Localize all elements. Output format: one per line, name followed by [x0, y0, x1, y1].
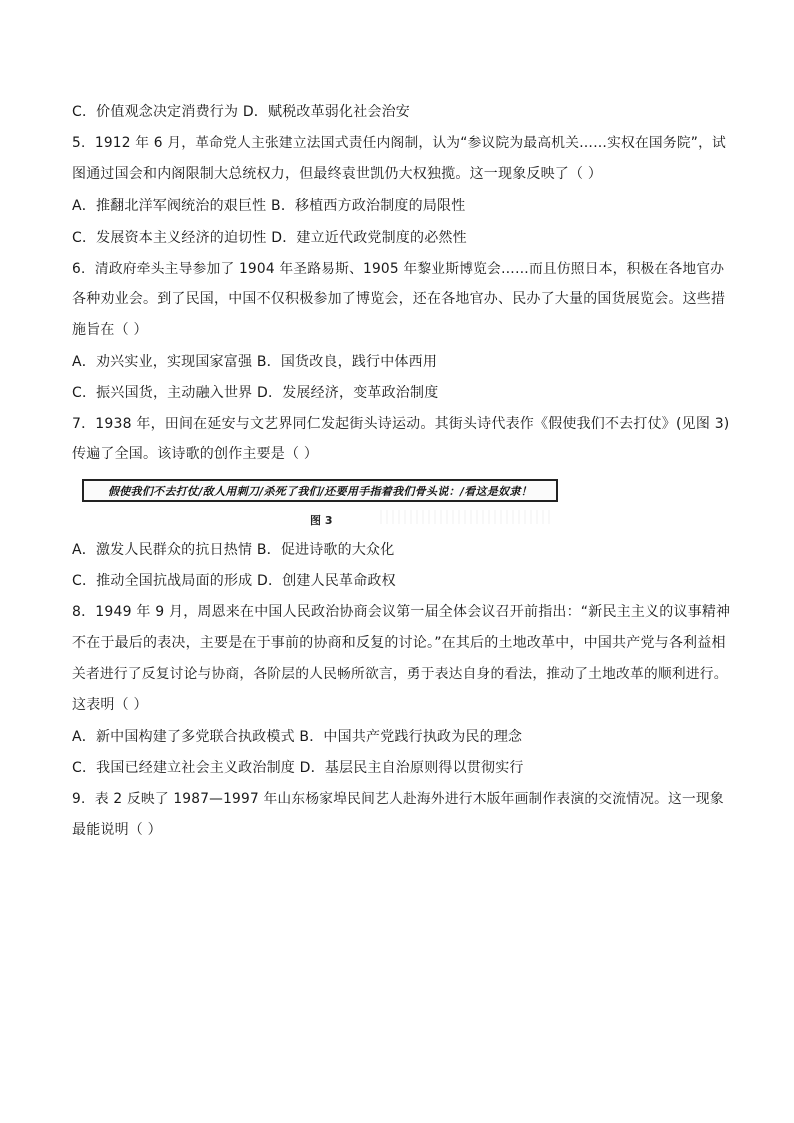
q6-options-ab: A．劝兴实业，实现国家富强 B．国货改良，践行中体西用 [72, 354, 438, 370]
q6-stem-line-3: 施旨在（ ） [72, 322, 148, 338]
q8-options-ab: A．新中国构建了多党联合执政模式 B．中国共产党践行执政为民的理念 [72, 729, 523, 745]
q8-stem-line-1: 8．1949 年 9 月，周恩来在中国人民政治协商会议第一届全体会议召开前指出：“新民主主义的议事精神 [72, 604, 731, 620]
figure-3-poem-image [82, 479, 558, 502]
q8-options-cd: C．我国已经建立社会主义政治制度 D．基层民主自治原则得以贯彻实行 [72, 760, 524, 776]
figure-3-caption: 图 3 [310, 514, 333, 527]
q8-stem-line-3: 关者进行了反复讨论与协商，各阶层的人民畅所欲言，勇于表达自身的看法，推动了土地改革的顺利进行。 [72, 666, 728, 682]
q7-options-cd: C．推动全国抗战局面的形成 D．创建人民革命政权 [72, 573, 396, 589]
q6-stem-line-1: 6．清政府牵头主导参加了 1904 年圣路易斯、1905 年黎业斯博览会……而且仿照日本，积极在各地官办 [72, 261, 725, 277]
scan-noise [380, 510, 550, 524]
q7-stem-line-2: 传遍了全国。该诗歌的创作主要是（ ） [72, 446, 319, 462]
q9-stem-line-2: 最能说明（ ） [72, 822, 162, 838]
q8-stem-line-2: 不在于最后的表决，主要是在于事前的协商和反复的讨论。”在其后的土地改革中，中国共产党与各利益相 [72, 635, 726, 651]
q5-options-cd: C．发展资本主义经济的迫切性 D．建立近代政党制度的必然性 [72, 230, 467, 246]
q7-stem-line-1: 7．1938 年，田间在延安与文艺界同仁发起街头诗运动。其街头诗代表作《假使我们不去打仗》(见图 3) [72, 416, 730, 432]
q9-stem-line-1: 9．表 2 反映了 1987—1997 年山东杨家埠民间艺人赴海外进行木版年画制作表演的交流情况。这一现象 [72, 791, 724, 807]
q5-options-ab: A．推翻北洋军阀统治的艰巨性 B．移植西方政治制度的局限性 [72, 198, 466, 214]
q5-stem-line-1: 5．1912 年 6 月，革命党人主张建立法国式责任内阁制，认为“参议院为最高机关……实权在国务院”，试 [72, 135, 727, 151]
q4-options-cd: C．价值观念决定消费行为 D．赋税改革弱化社会治安 [72, 104, 411, 120]
figure-3-poem-text: 假使我们不去打仗/敌人用刺刀/杀死了我们/还要用手指着我们骨头说：/看这是奴隶！ [107, 484, 533, 498]
q6-options-cd: C．振兴国货，主动融入世界 D．发展经济，变革政治制度 [72, 385, 439, 401]
q8-stem-line-4: 这表明（ ） [72, 697, 148, 713]
q5-stem-line-2: 图通过国会和内阁限制大总统权力，但最终袁世凯仍大权独揽。这一现象反映了（ ） [72, 166, 603, 182]
q6-stem-line-2: 各种劝业会。到了民国，中国不仅积极参加了博览会，还在各地官办、民办了大量的国货展览会。这些措 [72, 291, 726, 307]
q7-options-ab: A．激发人民群众的抗日热情 B．促进诗歌的大众化 [72, 542, 395, 558]
